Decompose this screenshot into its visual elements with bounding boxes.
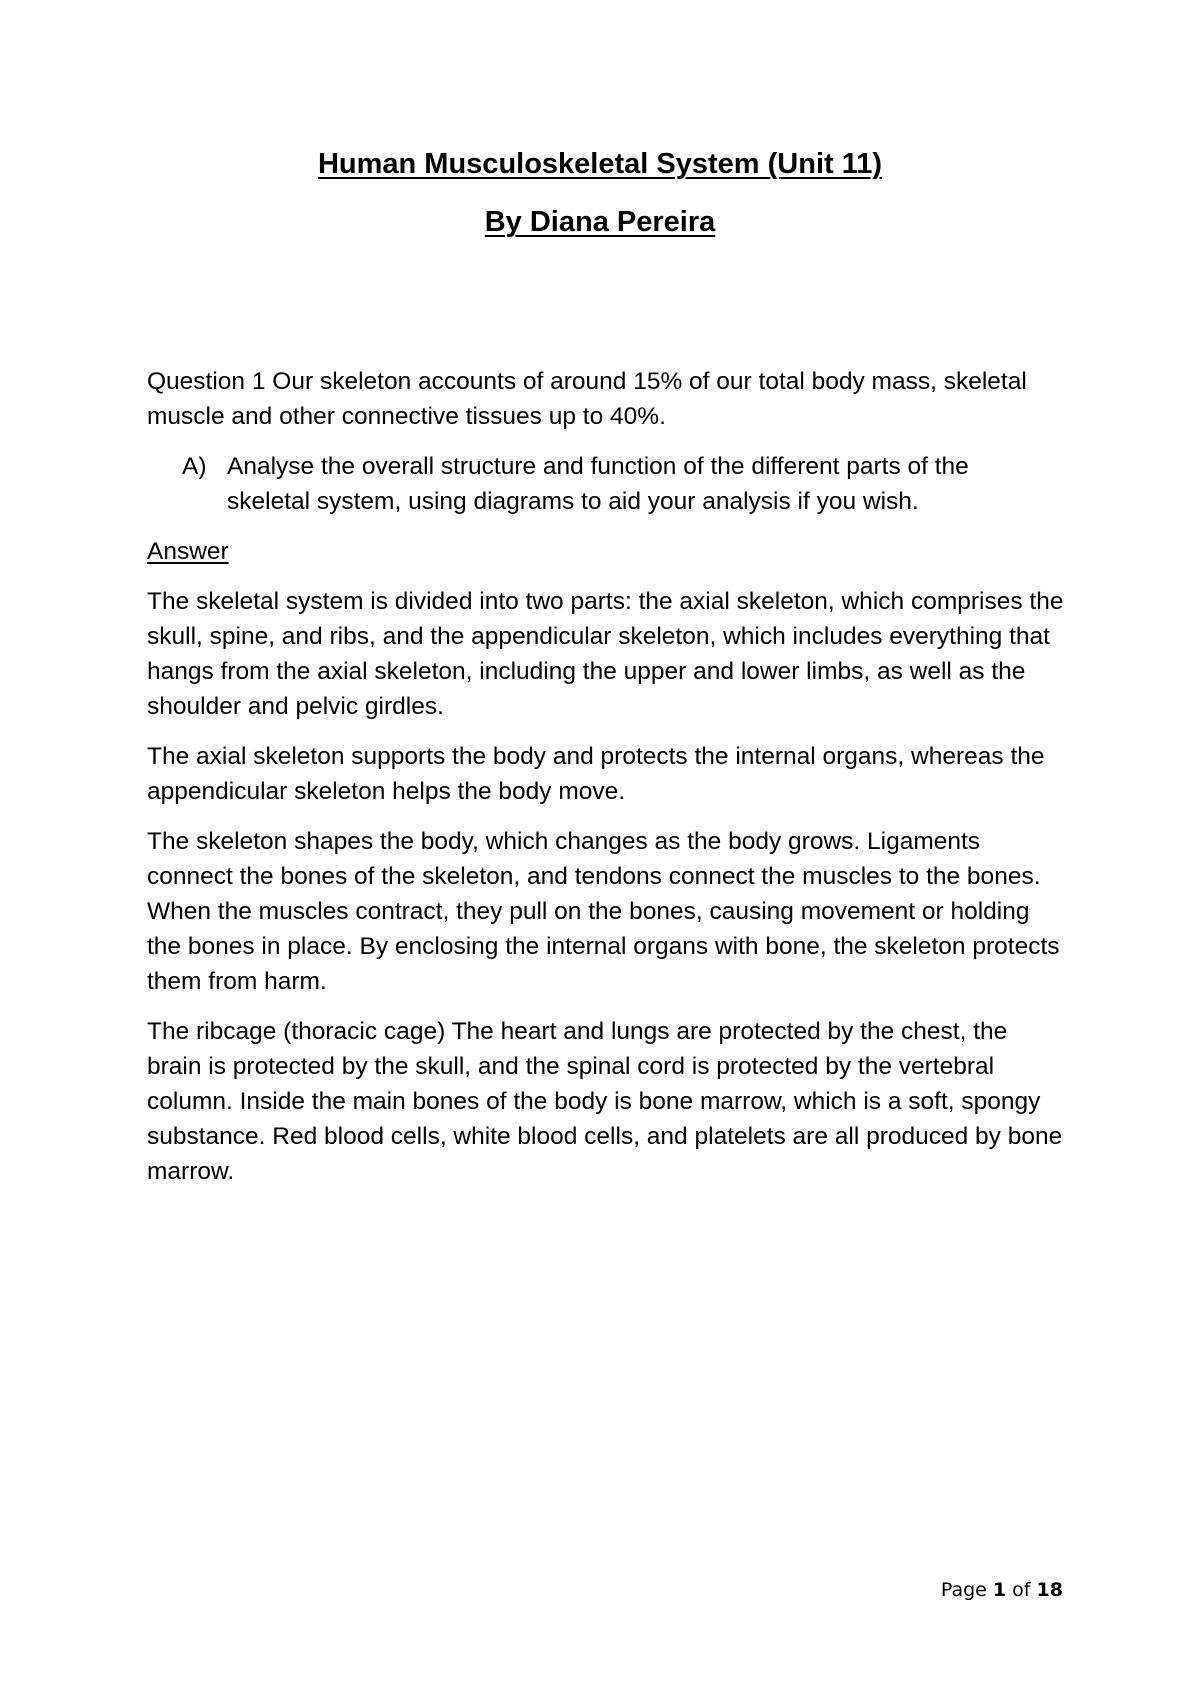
- answer-paragraph: The skeletal system is divided into two parts: the axial skeleton, which comprises the skull, spine, and ribs, and the appendicular skeleton, which includes everything that hangs from the axial skeleton, including the upper and lower limbs, as well as the shoulder and pelvic girdles.: [147, 588, 1064, 720]
- answer-paragraph: The ribcage (thoracic cage) The heart and lungs are protected by the chest, the brain is protected by the skull, and the spinal cord is protected by the vertebral column. Inside the main bones of the body is bone marrow, which is a soft, spongy substance. Red blood cells, white blood cells, and platelets are all produced by bone marrow.: [147, 1018, 1063, 1185]
- page-word: Page: [940, 1579, 987, 1601]
- of-word: of: [1012, 1579, 1031, 1601]
- author-line: By Diana Pereira: [484, 206, 716, 238]
- document-title: Human Musculoskeletal System (Unit 11): [317, 148, 883, 180]
- question-part-text: Analyse the overall structure and function of the different parts of the skeletal system, using diagrams to aid your analysis if you wish.: [227, 453, 969, 515]
- answer-paragraph: The skeleton shapes the body, which changes as the body grows. Ligaments connect the bones of the skeleton, and tendons connect the muscles to the bones. When the muscles contract, they pull on the bones, causing movement or holding the bones in place. By enclosing the internal organs with bone, the skeleton protects them from harm.: [147, 828, 1060, 995]
- page-footer: [941, 1577, 1063, 1603]
- question-part-a: [147, 449, 1067, 519]
- page-number: 1: [992, 1579, 1007, 1601]
- answer-paragraph: The axial skeleton supports the body and protects the internal organs, whereas the appendicular skeleton helps the body move.: [147, 743, 1045, 805]
- question-part-marker: A): [182, 453, 207, 480]
- answer-label: Answer: [147, 538, 229, 565]
- document-body: [147, 364, 1067, 1204]
- answer-heading: [147, 534, 1067, 569]
- page-total: 18: [1036, 1579, 1063, 1601]
- question-intro: Question 1 Our skeleton accounts of around 15% of our total body mass, skeletal muscle and other connective tissues up to 40%.: [147, 368, 1027, 430]
